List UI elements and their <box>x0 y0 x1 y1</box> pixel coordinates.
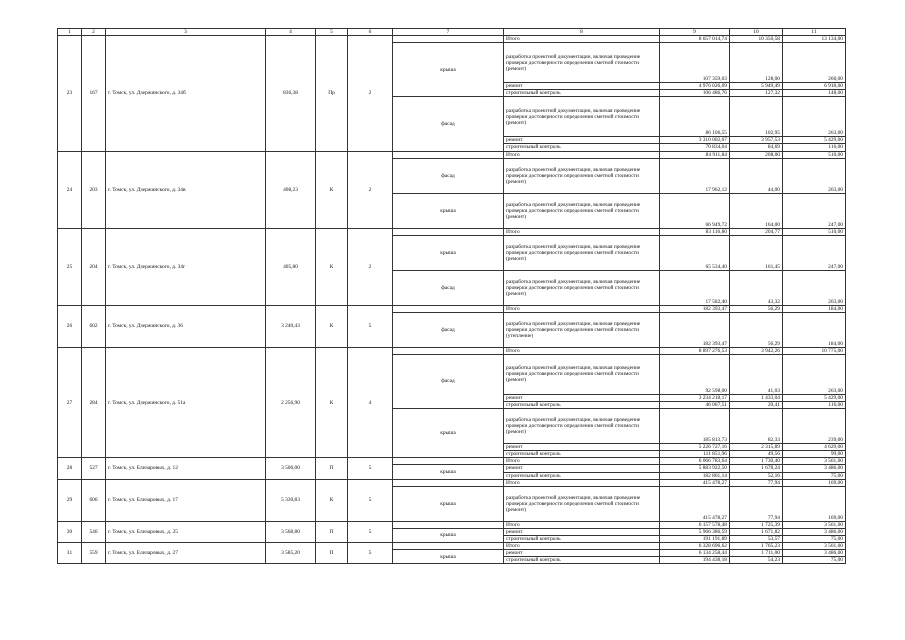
cost-limit: 263,00 <box>783 354 846 394</box>
cost-value: 5 966 386,59 <box>660 528 730 535</box>
element-name: крыша <box>393 235 504 270</box>
cost-limit: 169,00 <box>783 479 846 486</box>
cost-limit: 5 429,00 <box>783 137 846 144</box>
cost-limit: 247,00 <box>783 235 846 270</box>
cost-per-m2: 208,00 <box>730 151 783 158</box>
column-number: 9 <box>660 29 730 36</box>
cost-value: 106 486,76 <box>660 90 730 97</box>
building-code: 559 <box>82 542 106 563</box>
cost-value: 107 359,03 <box>660 43 730 83</box>
element-cell <box>393 479 504 486</box>
building-area: 2 256,90 <box>266 347 316 457</box>
cost-limit: 5 429,00 <box>783 394 846 401</box>
work-type: разработка проектной документации, включая проведение проверки достоверности определения сметной стоимости (ремонт) <box>504 158 660 193</box>
table-row <box>58 305 846 312</box>
work-type: Итого <box>504 228 660 235</box>
column-number: 3 <box>106 29 266 36</box>
element-cell <box>393 151 504 158</box>
building-code: 284 <box>82 347 106 457</box>
building-code: 546 <box>82 521 106 542</box>
cost-per-m2: 1 433,04 <box>730 394 783 401</box>
work-type: строительный контроль <box>504 451 660 458</box>
cost-limit: 263,00 <box>783 97 846 137</box>
cost-limit: 184,00 <box>783 312 846 347</box>
building-area: 3 585,20 <box>266 542 316 563</box>
cost-limit: 3 486,00 <box>783 528 846 535</box>
column-number: 5 <box>316 29 348 36</box>
cost-limit: 510,00 <box>783 228 846 235</box>
work-type: Итого <box>504 347 660 354</box>
building-code: 527 <box>82 458 106 479</box>
cost-per-m2: 84,69 <box>730 144 783 151</box>
cost-per-m2: 56,29 <box>730 312 783 347</box>
cost-limit: 263,00 <box>783 270 846 305</box>
cost-limit: 75,00 <box>783 472 846 479</box>
cost-per-m2: 44,00 <box>730 158 783 193</box>
building-code: 606 <box>82 479 106 521</box>
work-type: ремонт <box>504 550 660 557</box>
work-type: разработка проектной документации, включая проведение проверки достоверности определения сметной стоимости (ремонт) <box>504 270 660 305</box>
cost-limit: 3 561,00 <box>783 542 846 549</box>
row-number: 24 <box>58 151 82 228</box>
column-number: 11 <box>783 29 846 36</box>
work-type: строительный контроль <box>504 472 660 479</box>
work-type: ремонт <box>504 137 660 144</box>
building-address: г. Томск, ул. Дзержинского, д. 51а <box>106 347 266 457</box>
cost-value: 6 157 578,48 <box>660 521 730 528</box>
work-type: строительный контроль <box>504 90 660 97</box>
column-number: 2 <box>82 29 106 36</box>
table-row <box>58 228 846 235</box>
element-name: крыша <box>393 550 504 564</box>
column-number: 1 <box>58 29 82 36</box>
cost-value: 84 911,84 <box>660 151 730 158</box>
table-row <box>58 479 846 486</box>
cost-value: 65 534,40 <box>660 235 730 270</box>
cost-value: 8 657 014,74 <box>660 36 730 43</box>
element-cell <box>393 521 504 528</box>
cost-per-m2: 54,23 <box>730 557 783 564</box>
table-row <box>58 458 846 465</box>
row-number: 31 <box>58 542 82 563</box>
building-area: 5 330,83 <box>266 479 316 521</box>
work-type: разработка проектной документации, включая проведение проверки достоверности определения сметной стоимости (ремонт) <box>504 354 660 394</box>
cost-value: 6 328 696,62 <box>660 542 730 549</box>
work-type: ремонт <box>504 394 660 401</box>
element-cell <box>393 228 504 235</box>
cost-per-m2: 1 730,40 <box>730 458 783 465</box>
floor-count: 5 <box>348 305 393 347</box>
cost-per-m2: 53,57 <box>730 535 783 542</box>
building-code: 602 <box>82 305 106 347</box>
row-number: 30 <box>58 521 82 542</box>
cost-value: 92 598,00 <box>660 354 730 394</box>
floor-count: 2 <box>348 151 393 228</box>
wall-type: Пр <box>316 36 348 151</box>
work-type: строительный контроль <box>504 557 660 564</box>
cost-per-m2: 1 678,24 <box>730 465 783 472</box>
table-row <box>58 347 846 354</box>
work-type: разработка проектной документации, включая проведение проверки достоверности определения сметной стоимости (ремонт) <box>504 486 660 521</box>
floor-count: 4 <box>348 347 393 457</box>
wall-type: К <box>316 305 348 347</box>
work-type: Итого <box>504 458 660 465</box>
wall-type: П <box>316 542 348 563</box>
building-address: г. Томск, ул. Дзержинского, д. 34б <box>106 36 266 151</box>
work-type: ремонт <box>504 444 660 451</box>
cost-value: 182 861,14 <box>660 472 730 479</box>
work-type: строительный контроль <box>504 144 660 151</box>
floor-count: 5 <box>348 542 393 563</box>
cost-limit: 510,00 <box>783 151 846 158</box>
wall-type: К <box>316 347 348 457</box>
cost-per-m2: 1 711,00 <box>730 550 783 557</box>
element-name: крыша <box>393 528 504 542</box>
work-type: Итого <box>504 479 660 486</box>
cost-per-m2: 3 957,53 <box>730 137 783 144</box>
work-type: разработка проектной документации, включая проведение проверки достоверности определения сметной стоимости (ремонт) <box>504 43 660 83</box>
cost-limit: 239,00 <box>783 409 846 444</box>
cost-value: 66 949,72 <box>660 193 730 228</box>
floor-count: 2 <box>348 36 393 151</box>
work-type: ремонт <box>504 465 660 472</box>
cost-value: 83 116,80 <box>660 228 730 235</box>
building-address: г. Томск, ул. Дзержинского, д. 34в <box>106 151 266 228</box>
building-address: г. Томск, ул. Елизаровых, д. 25 <box>106 521 266 542</box>
cost-value: 5 226 727,16 <box>660 444 730 451</box>
cost-per-m2: 164,00 <box>730 193 783 228</box>
cost-per-m2: 1 765,23 <box>730 542 783 549</box>
column-number: 6 <box>348 29 393 36</box>
cost-value: 191 191,89 <box>660 535 730 542</box>
cost-limit: 116,00 <box>783 402 846 409</box>
cost-value: 111 851,96 <box>660 451 730 458</box>
table-row <box>58 36 846 43</box>
cost-limit: 3 486,00 <box>783 465 846 472</box>
cost-value: 185 813,73 <box>660 409 730 444</box>
cost-limit: 75,00 <box>783 557 846 564</box>
work-type: ремонт <box>504 528 660 535</box>
element-cell <box>393 36 504 43</box>
table-body <box>58 29 846 564</box>
element-name: фасад <box>393 97 504 151</box>
row-number: 28 <box>58 458 82 479</box>
work-type: разработка проектной документации, включая проведение проверки достоверности определения сметной стоимости (ремонт) <box>504 409 660 444</box>
cost-value: 415 478,27 <box>660 479 730 486</box>
wall-type: К <box>316 479 348 521</box>
element-cell <box>393 458 504 465</box>
row-number: 29 <box>58 479 82 521</box>
building-code: 203 <box>82 151 106 228</box>
building-code: 167 <box>82 36 106 151</box>
cost-limit: 184,00 <box>783 305 846 312</box>
building-address: г. Томск, ул. Дзержинского, д. 36 <box>106 305 266 347</box>
column-number: 10 <box>730 29 783 36</box>
element-name: фасад <box>393 312 504 347</box>
row-number: 23 <box>58 36 82 151</box>
cost-per-m2: 77,94 <box>730 486 783 521</box>
cost-per-m2: 2 315,89 <box>730 444 783 451</box>
column-number: 4 <box>266 29 316 36</box>
building-address: г. Томск, ул. Елизаровых, д. 12 <box>106 458 266 479</box>
work-type: Итого <box>504 542 660 549</box>
work-type: Итого <box>504 151 660 158</box>
cost-value: 182 393,47 <box>660 305 730 312</box>
building-area: 3 240,43 <box>266 305 316 347</box>
cost-limit: 116,00 <box>783 144 846 151</box>
cost-per-m2: 82,33 <box>730 409 783 444</box>
cost-per-m2: 49,56 <box>730 451 783 458</box>
cost-per-m2: 41,03 <box>730 354 783 394</box>
building-code: 204 <box>82 228 106 305</box>
cost-limit: 6 918,00 <box>783 83 846 90</box>
building-area: 3 506,00 <box>266 458 316 479</box>
row-number: 25 <box>58 228 82 305</box>
cost-per-m2: 1 671,82 <box>730 528 783 535</box>
building-address: г. Томск, ул. Дзержинского, д. 34г <box>106 228 266 305</box>
cost-per-m2: 127,32 <box>730 90 783 97</box>
element-name: крыша <box>393 43 504 97</box>
work-type: Итого <box>504 305 660 312</box>
floor-count: 5 <box>348 521 393 542</box>
wall-type: К <box>316 151 348 228</box>
cost-limit: 169,00 <box>783 486 846 521</box>
cost-limit: 3 486,00 <box>783 550 846 557</box>
wall-type: К <box>316 228 348 305</box>
floor-count: 2 <box>348 228 393 305</box>
table-row <box>58 542 846 549</box>
cost-limit: 148,00 <box>783 90 846 97</box>
cost-limit: 260,00 <box>783 43 846 83</box>
element-name: фасад <box>393 270 504 305</box>
floor-count: 5 <box>348 458 393 479</box>
wall-type: П <box>316 458 348 479</box>
cost-value: 17 962,12 <box>660 158 730 193</box>
building-area: 408,23 <box>266 151 316 228</box>
work-type: разработка проектной документации, включая проведение проверки достоверности определения сметной стоимости (ремонт) <box>504 235 660 270</box>
work-type: строительный контроль <box>504 402 660 409</box>
cost-limit: 10 775,00 <box>783 347 846 354</box>
element-name: фасад <box>393 354 504 408</box>
cost-limit: 99,00 <box>783 451 846 458</box>
cost-limit: 3 561,00 <box>783 458 846 465</box>
cost-per-m2: 3 942,26 <box>730 347 783 354</box>
cost-value: 3 310 002,07 <box>660 137 730 144</box>
row-number: 27 <box>58 347 82 457</box>
cost-value: 194 438,18 <box>660 557 730 564</box>
element-name: крыша <box>393 486 504 521</box>
cost-per-m2: 77,94 <box>730 479 783 486</box>
element-name: крыша <box>393 409 504 458</box>
cost-limit: 13 134,00 <box>783 36 846 43</box>
table-row <box>58 151 846 158</box>
work-type: разработка проектной документации, включая проведение проверки достоверности определения сметной стоимости (ремонт) <box>504 193 660 228</box>
cost-value: 8 897 276,53 <box>660 347 730 354</box>
element-name: крыша <box>393 465 504 479</box>
cost-per-m2: 5 949,49 <box>730 83 783 90</box>
building-address: г. Томск, ул. Елизаровых, д. 17 <box>106 479 266 521</box>
cost-per-m2: 20,41 <box>730 402 783 409</box>
cost-limit: 247,00 <box>783 193 846 228</box>
column-number: 8 <box>504 29 660 36</box>
cost-value: 182 393,47 <box>660 312 730 347</box>
column-number: 7 <box>393 29 504 36</box>
building-area: 836,38 <box>266 36 316 151</box>
cost-per-m2: 102,95 <box>730 97 783 137</box>
column-number-row <box>58 29 846 36</box>
cost-per-m2: 56,29 <box>730 305 783 312</box>
cost-per-m2: 43,32 <box>730 270 783 305</box>
table-row <box>58 521 846 528</box>
cost-value: 17 582,40 <box>660 270 730 305</box>
repair-schedule-table <box>57 28 846 564</box>
cost-limit: 3 561,00 <box>783 521 846 528</box>
element-cell <box>393 542 504 549</box>
work-type: Итого <box>504 36 660 43</box>
cost-value: 415 478,27 <box>660 486 730 521</box>
floor-count: 5 <box>348 479 393 521</box>
cost-value: 46 067,51 <box>660 402 730 409</box>
element-name: фасад <box>393 158 504 193</box>
cost-value: 5 883 922,50 <box>660 465 730 472</box>
cost-per-m2: 204,77 <box>730 228 783 235</box>
cost-limit: 263,00 <box>783 158 846 193</box>
cost-value: 4 976 026,09 <box>660 83 730 90</box>
cost-value: 3 234 218,17 <box>660 394 730 401</box>
element-name: крыша <box>393 193 504 228</box>
cost-limit: 75,00 <box>783 535 846 542</box>
cost-value: 70 834,04 <box>660 144 730 151</box>
cost-value: 6 134 258,44 <box>660 550 730 557</box>
element-cell <box>393 347 504 354</box>
cost-per-m2: 1 725,39 <box>730 521 783 528</box>
work-type: разработка проектной документации, включая проведение проверки достоверности определения сметной стоимости (утепление) <box>504 312 660 347</box>
row-number: 26 <box>58 305 82 347</box>
wall-type: П <box>316 521 348 542</box>
work-type: Итого <box>504 521 660 528</box>
work-type: ремонт <box>504 83 660 90</box>
building-area: 405,80 <box>266 228 316 305</box>
cost-limit: 4 629,00 <box>783 444 846 451</box>
work-type: разработка проектной документации, включая проведение проверки достоверности определения сметной стоимости (ремонт) <box>504 97 660 137</box>
building-address: г. Томск, ул. Елизаровых, д. 27 <box>106 542 266 563</box>
cost-value: 6 066 783,64 <box>660 458 730 465</box>
cost-per-m2: 52,16 <box>730 472 783 479</box>
cost-per-m2: 161,45 <box>730 235 783 270</box>
work-type: строительный контроль <box>504 535 660 542</box>
cost-value: 86 106,55 <box>660 97 730 137</box>
cost-per-m2: 128,00 <box>730 43 783 83</box>
cost-per-m2: 10 350,58 <box>730 36 783 43</box>
element-cell <box>393 305 504 312</box>
building-area: 3 568,80 <box>266 521 316 542</box>
